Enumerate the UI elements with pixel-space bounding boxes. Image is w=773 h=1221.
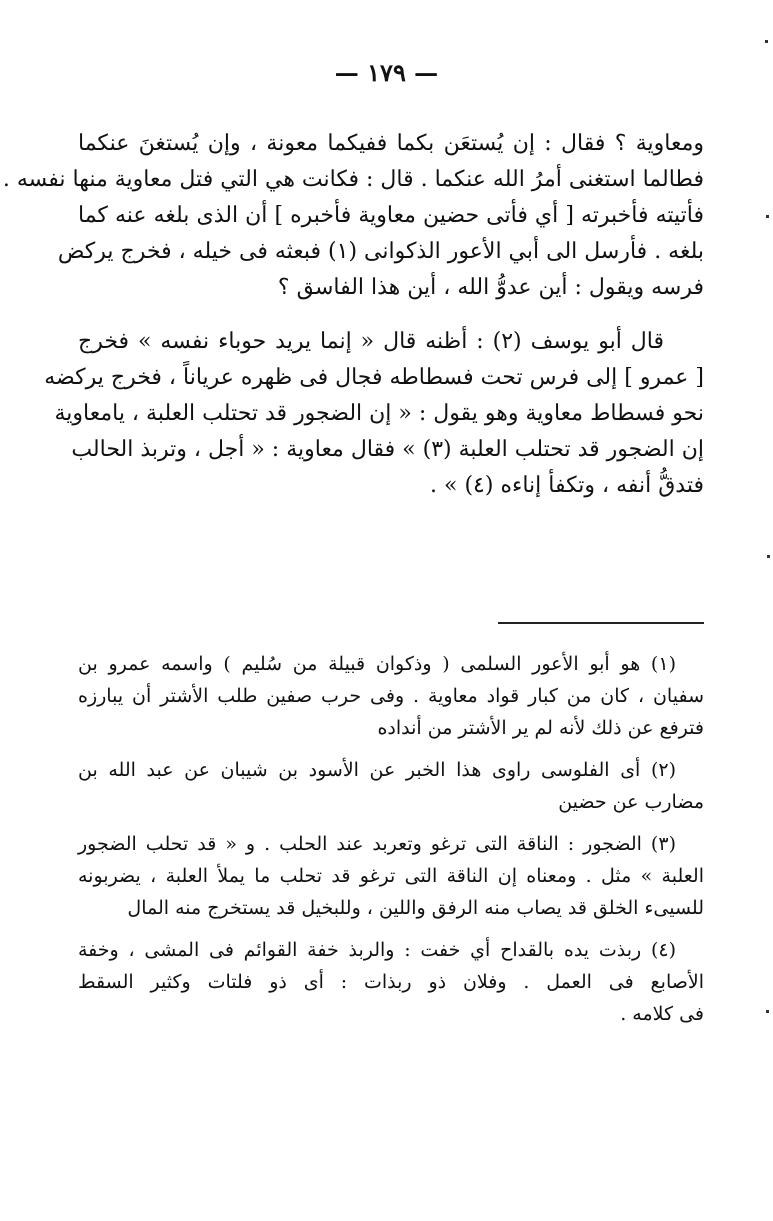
footnote-3	[78, 828, 704, 924]
footnote-line: (٣) الضجور : الناقة التى ترغو وتعربد عند الحلب . و « قد تحلب الضجور	[78, 833, 676, 855]
footnotes	[78, 648, 704, 1030]
text-line: بلغه . فأرسل الى أبي الأعور الذكوانى (١) فبعثه فى خيله ، فخرج يركض	[57, 239, 704, 264]
footnote-4	[78, 934, 704, 1030]
paragraph-gap	[78, 306, 704, 324]
text-line: نحو فسطاط معاوية وهو يقول : « إن الضجور قد تحتلب العلبة ، يامعاوية	[54, 401, 704, 426]
main-text	[2, 126, 704, 504]
footnote-line: للسيىء الخلق قد يصاب منه الرفق واللين ، وللبخيل قد يستخرج منه المال	[127, 897, 704, 919]
text-line: ومعاوية ؟ فقال : إن يُستعَن بكما ففيكما معونة ، وإن يُستغنَ عنكما	[78, 131, 704, 156]
text-line: [ عمرو ] إلى فرس تحت فسطاطه فجال فى ظهره عرياناً ، فخرج يركضه	[44, 365, 704, 390]
text-line: فتدقُّ أنفه ، وتكفأ إناءه (٤) » .	[430, 473, 704, 498]
footnote-gap	[78, 744, 704, 754]
footnote-line: فترفع عن ذلك لأنه لم ير الأشتر من أنداده	[377, 717, 704, 739]
paragraph	[2, 126, 704, 306]
footnote-2	[78, 754, 704, 818]
footnote-1	[78, 648, 704, 744]
footnote-line: (١) هو أبو الأعور السلمى ( وذكوان قبيلة من سُليم ) واسمه عمرو بن	[78, 653, 676, 675]
footnote-line: فى كلامه .	[620, 1003, 704, 1025]
footnote-line: العلبة » مثل . ومعناه إن الناقة التى ترغو قد تحلب ما يملأ العلبة ، يضربونه	[78, 865, 704, 887]
scan-speck	[765, 40, 768, 43]
page-number: — ١٧٩ —	[334, 58, 439, 87]
scan-speck	[767, 555, 770, 558]
scan-speck	[766, 1010, 769, 1013]
text-line: فأتيته فأخبرته [ أي فأتى حضين معاوية فأخبره ] أن الذى بلغه عنه كما	[78, 203, 704, 228]
footnote-divider	[498, 622, 704, 624]
scan-speck	[766, 215, 769, 218]
text-line: فرسه ويقول : أين عدوُّ الله ، أين هذا الفاسق ؟	[277, 275, 704, 300]
footnote-gap	[78, 818, 704, 828]
text-line: إن الضجور قد تحتلب العلبة (٣) » فقال معاوية : « أجل ، وتربذ الحالب	[71, 437, 704, 462]
paragraph	[44, 324, 704, 504]
footnote-line: الأصابع فى العمل . وفلان ذو ربذات : أى ذو فلتات وكثير السقط	[78, 971, 704, 993]
text-line: فطالما استغنى أمرُ الله عنكما . قال : فكانت هي التي فتل معاوية منها نفسه .	[2, 167, 704, 192]
footnote-line: (٢) أى الفلوسى راوى هذا الخبر عن الأسود بن شيبان عن عبد الله بن	[78, 759, 676, 781]
footnote-line: سفيان ، كان من كبار قواد معاوية . وفى حرب صفين طلب الأشتر أن يبارزه	[78, 685, 704, 707]
footnote-gap	[78, 924, 704, 934]
text-line: قال أبو يوسف (٢) : أظنه قال « إنما يريد حوباء نفسه » فخرج	[78, 329, 665, 354]
footnote-line: (٤) ربذت يده بالقداح أي خفت : والربذ خفة القوائم فى المشى ، وخفة	[78, 939, 676, 961]
footnote-line: مضارب عن حضين	[558, 791, 704, 813]
